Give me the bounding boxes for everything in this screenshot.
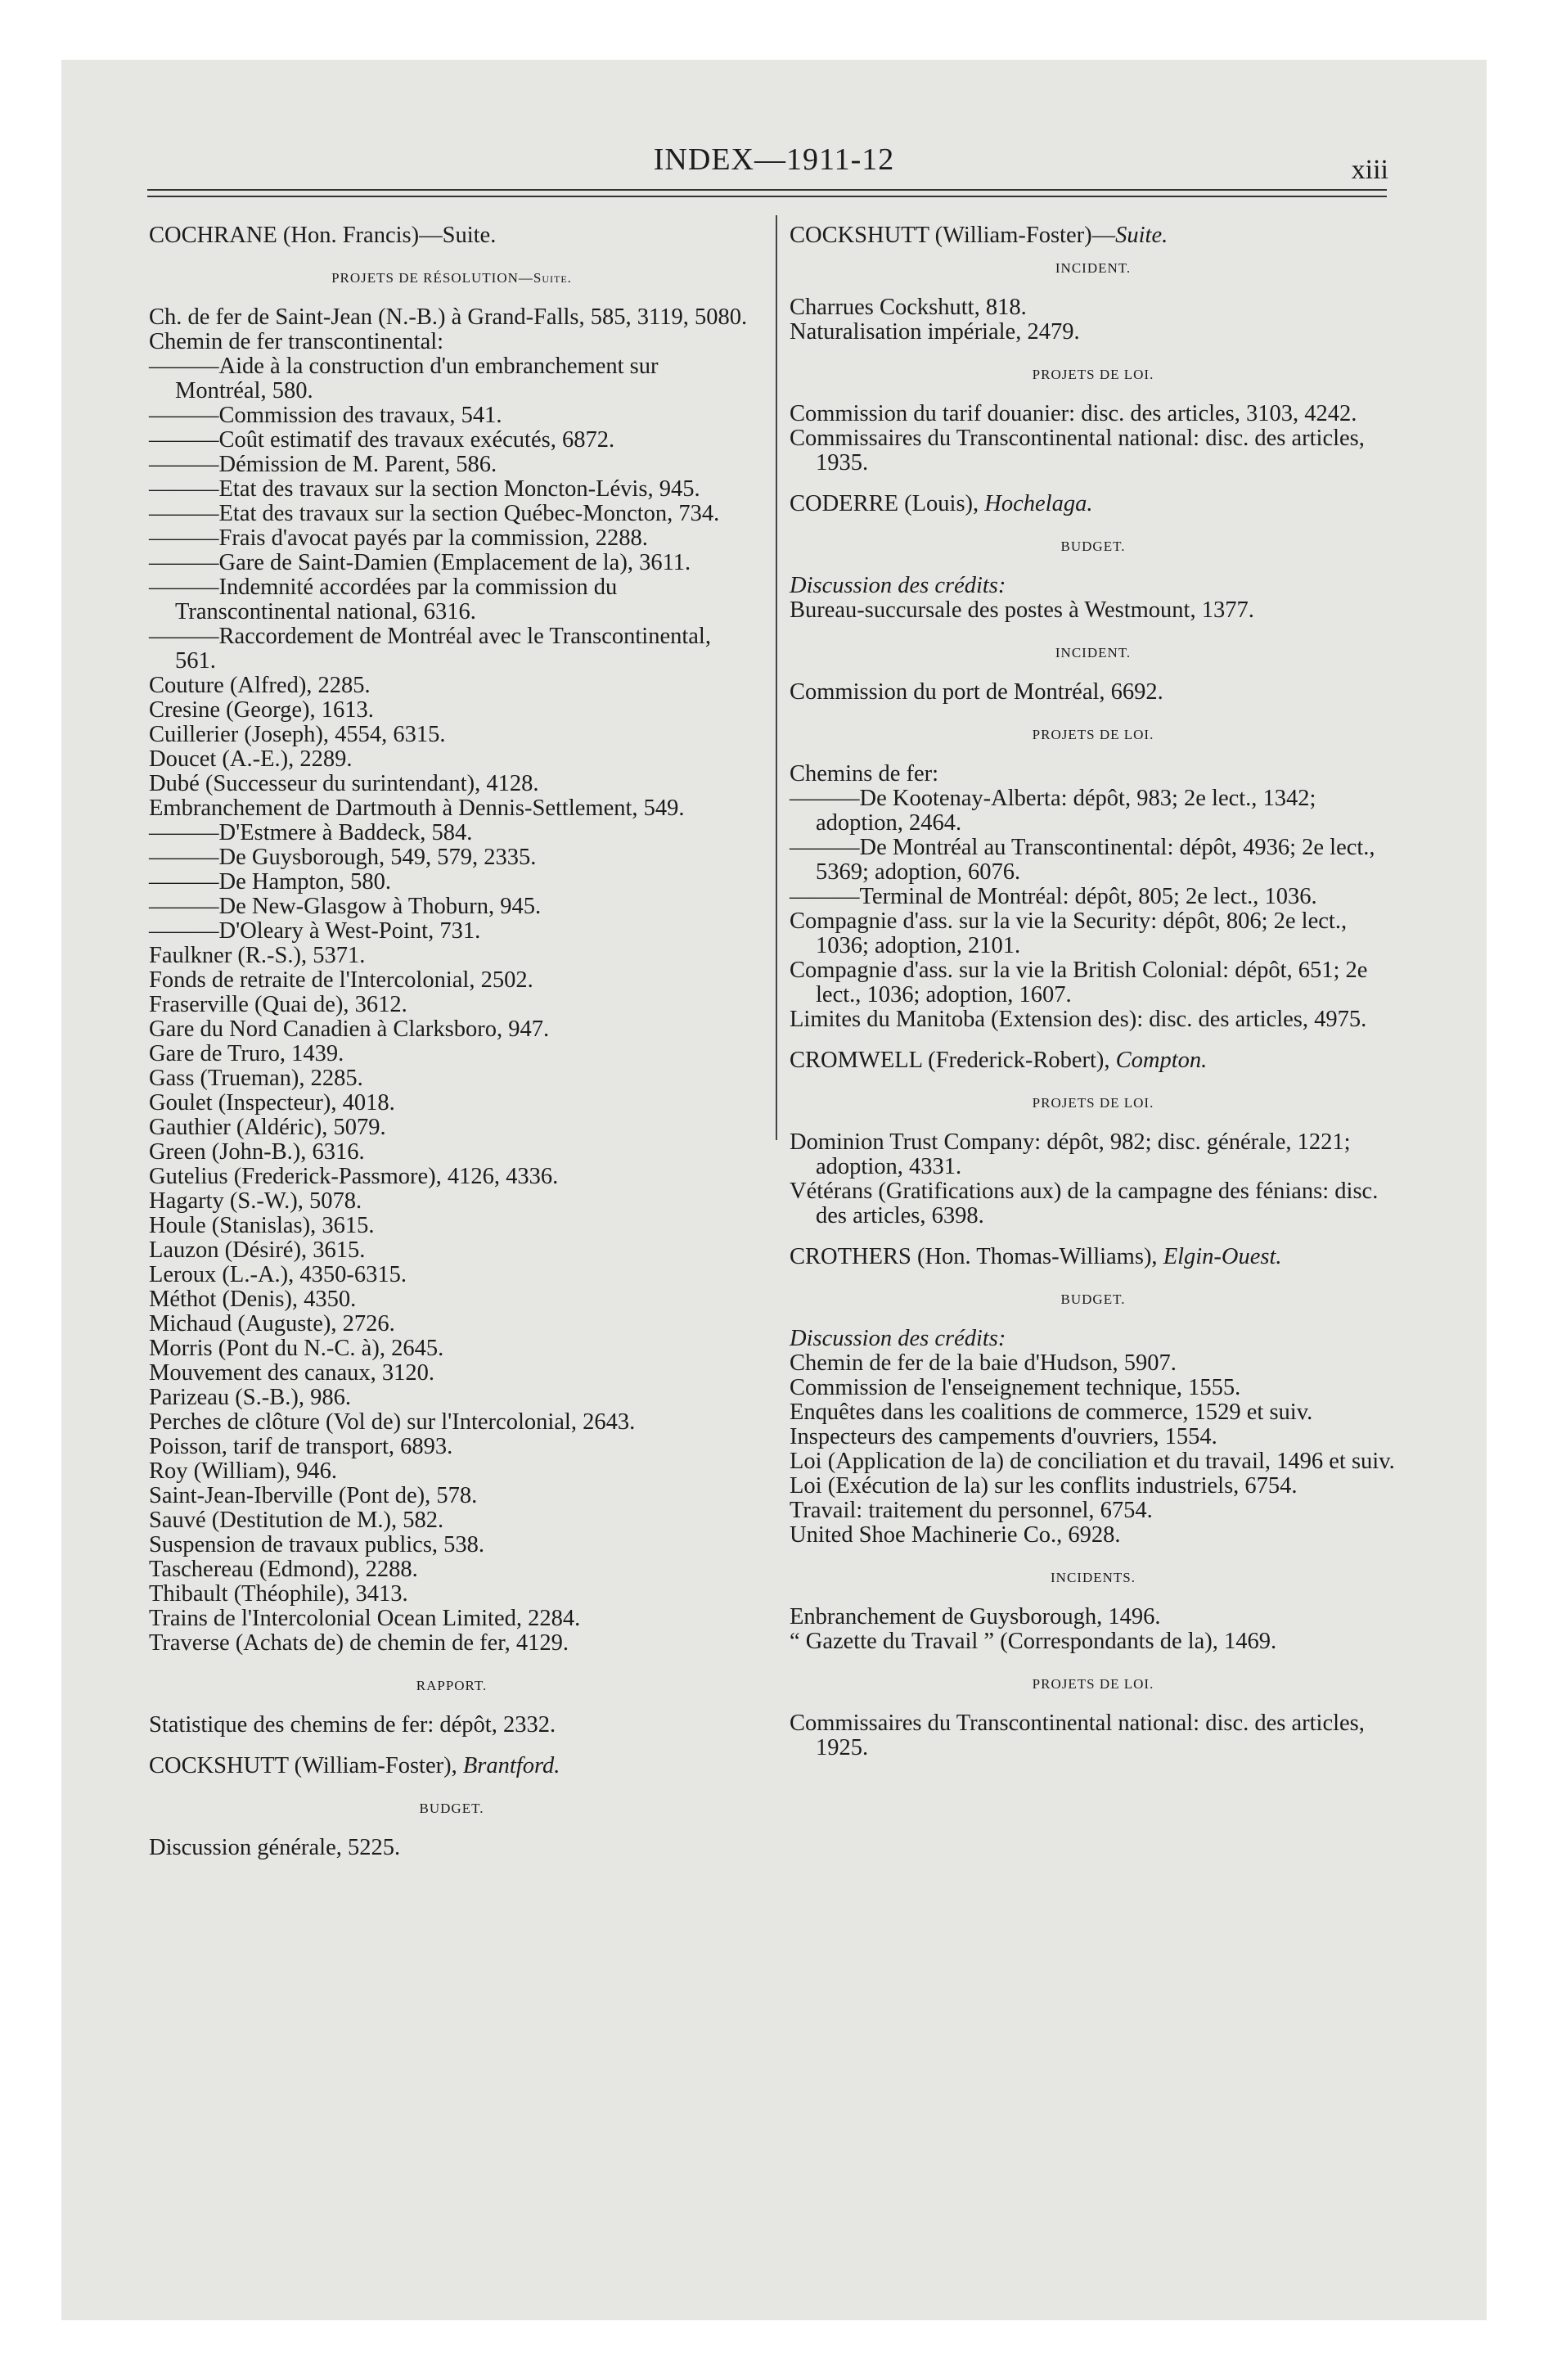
index-entry: Enquêtes dans les coalitions de commerce, 1529 et suiv. bbox=[790, 1400, 1313, 1425]
index-entry: Cuillerier (Joseph), 4554, 6315. bbox=[149, 722, 446, 747]
page-title: INDEX—1911-12 bbox=[653, 142, 895, 177]
index-subentry: ——— De Kootenay-Alberta: dépôt, 983; 2e lect., 1342; adoption, 2464. bbox=[790, 787, 1397, 836]
index-subentry: ——— De Hampton, 580. bbox=[149, 870, 754, 895]
subentry-dash bbox=[149, 575, 219, 600]
member-name: CROMWELL (Frederick-Robert), bbox=[790, 1048, 1110, 1073]
index-subentry: ——— Terminal de Montréal: dépôt, 805; 2e lect., 1036. bbox=[790, 885, 1397, 909]
subentry-dash bbox=[149, 525, 219, 551]
index-entry: Commission du port de Montréal, 6692. bbox=[790, 679, 1163, 705]
section-heading: INCIDENTS. bbox=[1051, 1570, 1136, 1585]
right-column bbox=[790, 223, 1397, 1760]
index-subentry: ——— Aide à la construction d'un embranchement sur Montréal, 580. bbox=[149, 354, 754, 403]
index-entry: Méthot (Denis), 4350. bbox=[149, 1287, 357, 1312]
index-subentry: ——— Etat des travaux sur la section Moncton-Lévis, 945. bbox=[149, 477, 754, 502]
subentry-dash bbox=[149, 501, 219, 526]
member-name: COCKSHUTT (William-Foster)— bbox=[790, 223, 1116, 248]
index-entry: Compagnie d'ass. sur la vie la Security: dépôt, 806; 2e lect., 1036; adoption, 2101. bbox=[790, 908, 1348, 958]
index-entry: Commissaires du Transcontinental national: disc. des articles, 1925. bbox=[790, 1711, 1365, 1760]
index-subentry: ——— Coût estimatif des travaux exécutés, 6872. bbox=[149, 428, 754, 453]
section-heading: BUDGET. bbox=[419, 1801, 484, 1816]
left-column bbox=[149, 223, 754, 1860]
suite-word: Suite. bbox=[1115, 223, 1168, 248]
subentry-dash bbox=[149, 452, 219, 477]
index-subentry: ——— Raccordement de Montréal avec le Transcontinental, 561. bbox=[149, 624, 754, 674]
index-subentry: ——— Indemnité accordées par la commission du Transcontinental national, 6316. bbox=[149, 575, 754, 624]
index-entry: Gutelius (Frederick-Passmore), 4126, 4336. bbox=[149, 1164, 559, 1189]
index-entry: Doucet (A.-E.), 2289. bbox=[149, 746, 353, 772]
subentry-dash bbox=[790, 835, 860, 860]
entry-list bbox=[790, 1711, 1397, 1760]
index-entry: Bureau-succursale des postes à Westmount, 1377. bbox=[790, 597, 1254, 623]
index-entry: Ch. de fer de Saint-Jean (N.-B.) à Grand-Falls, 585, 3119, 5080. bbox=[149, 304, 748, 330]
subentry-dash bbox=[149, 550, 219, 575]
section-heading: PROJETS DE LOI. bbox=[1032, 727, 1154, 742]
index-entry: Travail: traitement du personnel, 6754. bbox=[790, 1498, 1153, 1523]
index-entry: Gauthier (Aldéric), 5079. bbox=[149, 1115, 386, 1140]
index-subentry: ——— Commission des travaux, 541. bbox=[149, 403, 754, 428]
index-entry: Morris (Pont du N.-C. à), 2645. bbox=[149, 1336, 444, 1361]
section-heading: BUDGET. bbox=[1060, 539, 1126, 554]
index-entry: Hagarty (S.-W.), 5078. bbox=[149, 1188, 362, 1214]
subentry-dash bbox=[149, 845, 219, 870]
index-entry: Mouvement des canaux, 3120. bbox=[149, 1360, 435, 1386]
index-entry: Dubé (Successeur du surintendant), 4128. bbox=[149, 771, 539, 796]
section-heading: RAPPORT. bbox=[416, 1678, 488, 1693]
member-riding: Brantford. bbox=[462, 1753, 560, 1778]
column-divider bbox=[776, 215, 777, 1140]
left-entry-list bbox=[149, 305, 754, 1656]
subentry-dash bbox=[790, 786, 860, 811]
cockshutt-suite-heading bbox=[790, 223, 1397, 248]
cochrane-heading: COCHRANE (Hon. Francis)—Suite. bbox=[149, 223, 497, 248]
index-entry: Inspecteurs des campements d'ouvriers, 1554. bbox=[790, 1424, 1217, 1449]
index-entry: Parizeau (S.-B.), 986. bbox=[149, 1385, 351, 1410]
index-entry: Thibault (Théophile), 3413. bbox=[149, 1581, 408, 1607]
index-entry: Dominion Trust Company: dépôt, 982; disc. générale, 1221; adoption, 4331. bbox=[790, 1129, 1351, 1179]
member-name: CODERRE (Louis), bbox=[790, 491, 979, 516]
index-entry: Lauzon (Désiré), 3615. bbox=[149, 1237, 366, 1263]
index-entry: Leroux (L.-A.), 4350-6315. bbox=[149, 1262, 407, 1287]
index-subentry: ——— Démission de M. Parent, 586. bbox=[149, 453, 754, 477]
index-entry: Gare du Nord Canadien à Clarksboro, 947. bbox=[149, 1016, 550, 1042]
section-heading: PROJETS DE RÉSOLUTION—Suite. bbox=[331, 270, 572, 286]
subentry-dash bbox=[149, 894, 219, 919]
index-entry: Limites du Manitoba (Extension des): disc. des articles, 4975. bbox=[790, 1007, 1367, 1032]
index-entry: Michaud (Auguste), 2726. bbox=[149, 1311, 395, 1336]
member-riding: Elgin-Ouest. bbox=[1163, 1244, 1282, 1269]
subentry-dash bbox=[149, 476, 219, 502]
discussion-label: Discussion des crédits: bbox=[790, 573, 1006, 598]
index-entry: Houle (Stanislas), 3615. bbox=[149, 1213, 375, 1238]
index-subentry: ——— De New-Glasgow à Thoburn, 945. bbox=[149, 895, 754, 919]
index-entry: Sauvé (Destitution de M.), 582. bbox=[149, 1508, 444, 1533]
index-entry: Commission du tarif douanier: disc. des articles, 3103, 4242. bbox=[790, 401, 1357, 426]
index-entry: Gare de Truro, 1439. bbox=[149, 1041, 344, 1066]
index-subentry: ——— Gare de Saint-Damien (Emplacement de la), 3611. bbox=[149, 551, 754, 575]
index-entry: Commission de l'enseignement technique, 1555. bbox=[790, 1375, 1241, 1400]
subentry-dash bbox=[149, 354, 219, 379]
section-heading: BUDGET. bbox=[1060, 1291, 1126, 1307]
member-name: COCKSHUTT (William-Foster), bbox=[149, 1753, 457, 1778]
index-entry: Discussion générale, 5225. bbox=[149, 1835, 401, 1860]
member-name: CROTHERS (Hon. Thomas-Williams), bbox=[790, 1244, 1158, 1269]
page-number: xiii bbox=[1351, 155, 1388, 185]
index-entry: Vétérans (Gratifications aux) de la campagne des fénians: disc. des articles, 6398. bbox=[790, 1179, 1379, 1228]
index-entry: Loi (Exécution de la) sur les conflits industriels, 6754. bbox=[790, 1473, 1298, 1499]
index-entry: Commissaires du Transcontinental national: disc. des articles, 1935. bbox=[790, 426, 1365, 476]
index-entry: Goulet (Inspecteur), 4018. bbox=[149, 1090, 395, 1116]
member-riding: Compton. bbox=[1115, 1048, 1208, 1073]
index-entry: Couture (Alfred), 2285. bbox=[149, 673, 371, 698]
subentry-dash bbox=[149, 427, 219, 453]
index-entry: Roy (William), 946. bbox=[149, 1458, 337, 1484]
index-entry: Chemin de fer transcontinental: bbox=[149, 329, 444, 354]
cromwell-heading bbox=[790, 1048, 1397, 1073]
header-rule bbox=[147, 196, 1387, 197]
section-heading: PROJETS DE LOI. bbox=[1032, 1676, 1154, 1692]
cockshutt-heading bbox=[149, 1754, 754, 1778]
index-entry: Fonds de retraite de l'Intercolonial, 2502. bbox=[149, 967, 533, 993]
index-entry: Gass (Trueman), 2285. bbox=[149, 1066, 363, 1091]
section-heading: INCIDENT. bbox=[1055, 260, 1132, 276]
index-entry: Charrues Cockshutt, 818. bbox=[790, 295, 1027, 320]
entry-list bbox=[790, 762, 1397, 1032]
index-entry: Naturalisation impériale, 2479. bbox=[790, 319, 1080, 345]
index-entry: Perches de clôture (Vol de) sur l'Intercolonial, 2643. bbox=[149, 1409, 636, 1435]
section-heading: INCIDENT. bbox=[1055, 645, 1132, 660]
index-subentry: ——— Etat des travaux sur la section Québec-Moncton, 734. bbox=[149, 502, 754, 526]
index-entry: Saint-Jean-Iberville (Pont de), 578. bbox=[149, 1483, 478, 1508]
index-entry: Green (John-B.), 6316. bbox=[149, 1139, 365, 1165]
index-entry: Enbranchement de Guysborough, 1496. bbox=[790, 1604, 1161, 1629]
subentry-dash bbox=[149, 624, 219, 649]
subentry-dash bbox=[149, 918, 219, 944]
index-subentry: ——— D'Oleary à West-Point, 731. bbox=[149, 919, 754, 944]
index-entry: Cresine (George), 1613. bbox=[149, 697, 374, 723]
section-heading: PROJETS DE LOI. bbox=[1032, 367, 1154, 382]
index-entry: Embranchement de Dartmouth à Dennis-Settlement, 549. bbox=[149, 796, 685, 821]
subentry-dash bbox=[790, 884, 860, 909]
index-subentry: ——— Frais d'avocat payés par la commission, 2288. bbox=[149, 526, 754, 551]
index-entry: Suspension de travaux publics, 538. bbox=[149, 1532, 485, 1557]
index-entry: Compagnie d'ass. sur la vie la British Colonial: dépôt, 651; 2e lect., 1036; adoption, 1607. bbox=[790, 958, 1368, 1007]
index-subentry: ——— De Montréal au Transcontinental: dépôt, 4936; 2e lect., 5369; adoption, 6076. bbox=[790, 836, 1397, 885]
index-entry: Faulkner (R.-S.), 5371. bbox=[149, 943, 366, 968]
index-entry: Trains de l'Intercolonial Ocean Limited, 2284. bbox=[149, 1606, 581, 1631]
member-riding: Hochelaga. bbox=[984, 491, 1093, 516]
index-entry: Chemins de fer: bbox=[790, 761, 939, 787]
subentry-dash bbox=[149, 403, 219, 428]
section-heading: PROJETS DE LOI. bbox=[1032, 1095, 1154, 1111]
coderre-heading bbox=[790, 492, 1397, 516]
index-entry: Chemin de fer de la baie d'Hudson, 5907. bbox=[790, 1350, 1177, 1376]
index-entry: Poisson, tarif de transport, 6893. bbox=[149, 1434, 453, 1459]
subentry-dash bbox=[149, 820, 219, 845]
entry-list bbox=[790, 1351, 1397, 1548]
entry-list bbox=[790, 295, 1397, 345]
index-entry: “ Gazette du Travail ” (Correspondants de la), 1469. bbox=[790, 1629, 1277, 1654]
index-subentry: ——— D'Estmere à Baddeck, 584. bbox=[149, 821, 754, 845]
index-entry: Fraserville (Quai de), 3612. bbox=[149, 992, 407, 1017]
entry-list bbox=[790, 402, 1397, 476]
crothers-heading bbox=[790, 1245, 1397, 1269]
index-entry: Traverse (Achats de) de chemin de fer, 4129. bbox=[149, 1630, 569, 1656]
index-entry: United Shoe Machinerie Co., 6928. bbox=[790, 1522, 1121, 1548]
entry-list bbox=[790, 1130, 1397, 1228]
index-page bbox=[61, 60, 1487, 2320]
index-subentry: ——— De Guysborough, 549, 579, 2335. bbox=[149, 845, 754, 870]
index-entry: Loi (Application de la) de conciliation et du travail, 1496 et suiv. bbox=[790, 1449, 1395, 1474]
index-entry: Taschereau (Edmond), 2288. bbox=[149, 1557, 418, 1582]
subentry-dash bbox=[149, 869, 219, 895]
header-rule bbox=[147, 189, 1387, 191]
discussion-label: Discussion des crédits: bbox=[790, 1326, 1006, 1351]
index-entry: Statistique des chemins de fer: dépôt, 2332. bbox=[149, 1712, 556, 1738]
entry-list bbox=[790, 1605, 1397, 1654]
